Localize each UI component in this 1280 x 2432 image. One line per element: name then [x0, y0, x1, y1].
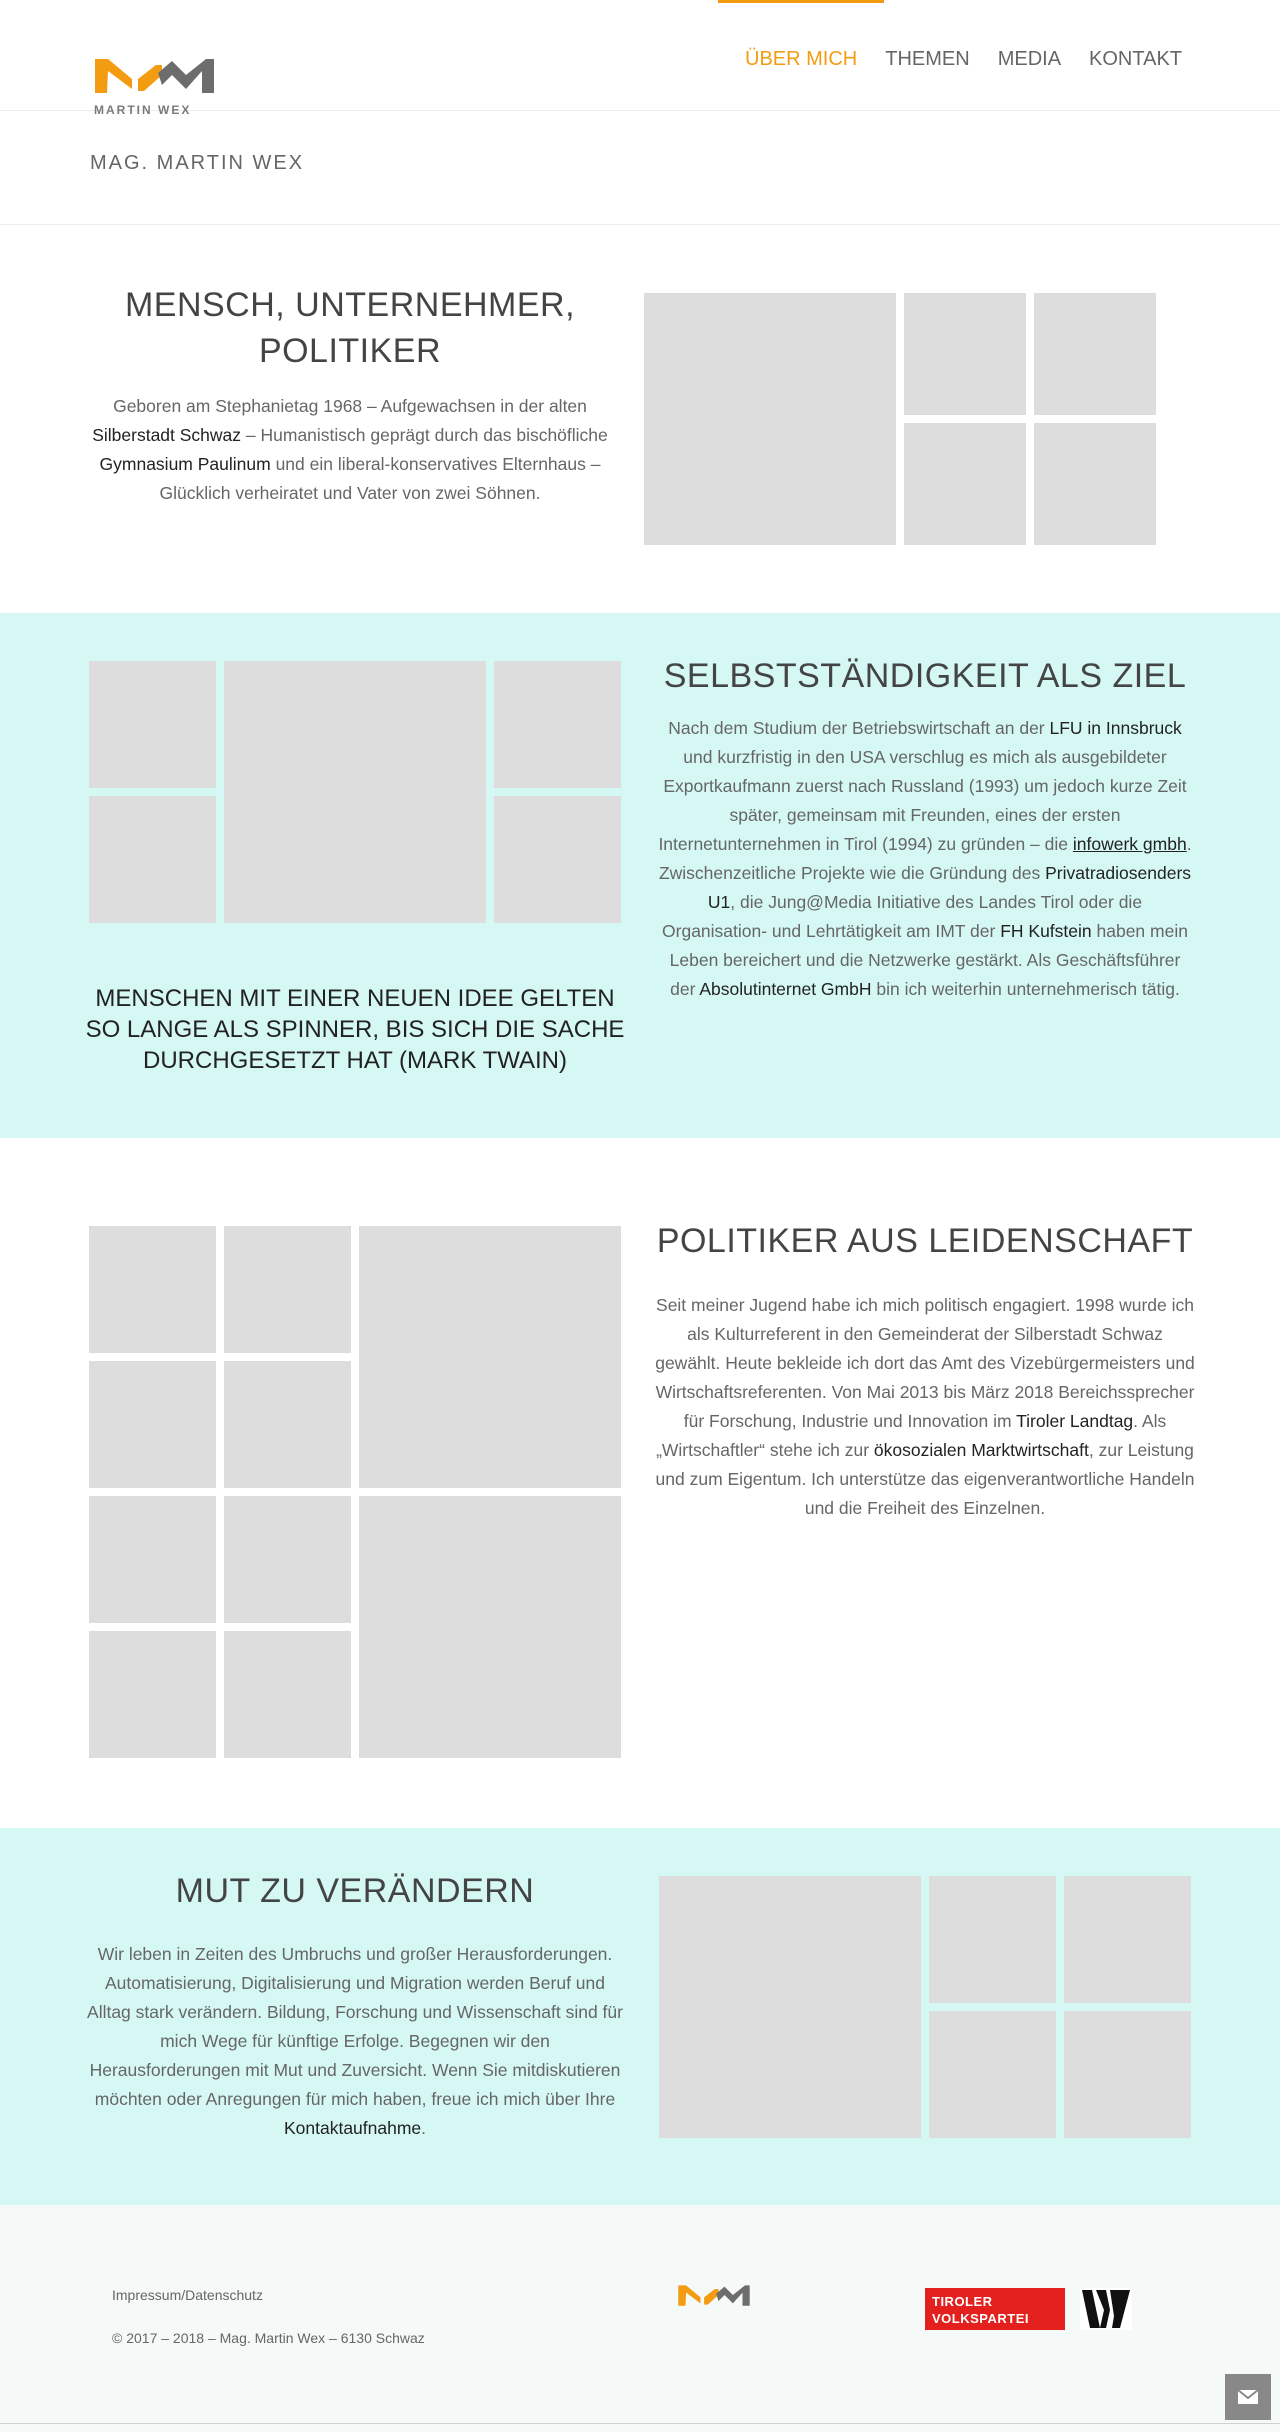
nav-item-themen[interactable]: THEMEN	[885, 48, 970, 70]
contact-mail-button[interactable]	[1225, 2374, 1271, 2420]
impressum-link[interactable]: Impressum/Datenschutz	[112, 2287, 263, 2303]
gallery-image[interactable]	[494, 796, 621, 923]
section-selbststaendigkeit	[0, 613, 1280, 1138]
link-kontaktaufnahme[interactable]: Kontaktaufnahme	[283, 2118, 422, 2138]
copyright-text: © 2017 – 2018 – Mag. Martin Wex – 6130 Schwaz	[112, 2330, 425, 2346]
gallery-image[interactable]	[904, 423, 1026, 545]
site-header	[0, 0, 1280, 117]
link-silberstadt-schwaz[interactable]: Silberstadt Schwaz	[92, 425, 242, 445]
gallery-image[interactable]	[89, 796, 216, 923]
site-logo[interactable]	[92, 55, 217, 117]
nav-item-ueber-mich[interactable]: ÜBER MICH	[731, 0, 871, 111]
section-text: Wir leben in Zeiten des Umbruchs und großer Herausforderungen. Automatisierung, Digitalisierung und Migration werden Beruf und Alltag stark verändern. Bildung, Forschung und Wissenschaft sind für mich Wege für künftige Erfolge. Begegnen wir den Herausforderungen mit Mut und Zuversicht. Wenn Sie mitdiskutieren möchten oder Anregungen für mich haben, freue ich mich über Ihre Kontaktaufnahme.	[87, 1944, 623, 2138]
link-lfu-innsbruck[interactable]: LFU in Innsbruck	[1049, 718, 1182, 738]
w-logo-icon[interactable]	[1080, 2288, 1132, 2330]
gallery-image[interactable]	[659, 1876, 921, 2138]
gallery-image[interactable]	[1034, 423, 1156, 545]
gallery-image[interactable]	[359, 1226, 621, 1488]
gallery-image[interactable]	[359, 1496, 621, 1758]
page-title: MAG. MARTIN WEX	[90, 152, 305, 174]
link-infowerk[interactable]: infowerk gmbh	[1072, 834, 1187, 854]
gallery-image[interactable]	[929, 1876, 1056, 2003]
gallery-image[interactable]	[89, 1361, 216, 1488]
gallery-image[interactable]	[494, 661, 621, 788]
link-absolutinternet[interactable]: Absolutinternet GmbH	[699, 979, 872, 999]
gallery-image[interactable]	[224, 1226, 351, 1353]
gallery-image[interactable]	[224, 1361, 351, 1488]
section-text: Seit meiner Jugend habe ich mich politisch engagiert. 1998 wurde ich als Kulturreferent in den Gemeinderat der Silberstadt Schwaz gewählt. Heute bekleide ich dort das Amt des Vizebürgermeisters und Wirtschaftsreferenten. Von Mai 2013 bis März 2018 Bereichssprecher für Forschung, Industrie und Innovation im Tiroler Landtag. Als „Wirtschaftler“ stehe ich zur ökosozialen Marktwirtschaft, zur Leistung und zum Eigentum. Ich unterstütze das eigenverantwortliche Handeln und die Freiheit des Einzelnen.	[655, 1295, 1195, 1518]
gallery-image[interactable]	[224, 661, 486, 923]
link-gymnasium-paulinum[interactable]: Gymnasium Paulinum	[99, 454, 271, 474]
gallery-image[interactable]	[904, 293, 1026, 415]
logo-text: MARTIN WEX	[94, 103, 192, 117]
envelope-icon	[1225, 2374, 1271, 2420]
section-text: Geboren am Stephanietag 1968 – Aufgewachsen in der alten Silberstadt Schwaz – Humanistisch geprägt durch das bischöfliche Gymnasium Paulinum und ein liberal-konservatives Elternhaus – Glücklich verheiratet und Vater von zwei Söhnen.	[92, 396, 608, 503]
gallery-image[interactable]	[929, 2011, 1056, 2138]
nav-item-media[interactable]: MEDIA	[997, 48, 1062, 70]
section-mensch	[0, 226, 1280, 613]
gallery-image[interactable]	[1064, 2011, 1191, 2138]
gallery-image[interactable]	[644, 293, 896, 545]
link-fh-kufstein[interactable]: FH Kufstein	[1000, 921, 1092, 941]
mw-logo-icon[interactable]	[675, 2283, 753, 2313]
site-footer	[0, 2205, 1280, 2432]
section-heading: SELBSTSTÄNDIGKEIT ALS ZIEL	[663, 657, 1187, 695]
section-text: Nach dem Studium der Betriebswirtschaft an der LFU in Innsbruck und kurzfristig in den USA verschlug es mich als ausgebildeter Exportkaufmann zuerst nach Russland (1993) um jedoch kurze Zeit später, gemeinsam mit Freunden, eines der ersten Internetunternehmen in Tirol (1994) zu gründen – die infowerk gmbh. Zwischenzeitliche Projekte wie die Gründung des Privatradiosenders U1, die Jung@Media Initiative des Landes Tirol oder die Organisation- und Lehrtätigkeit am IMT der FH Kufstein haben mein Leben bereichert und die Netzwerke gestärkt. Als Geschäftsführer der Absolutinternet GmbH bin ich weiterhin unternehmerisch tätig.	[658, 718, 1192, 999]
gallery-image[interactable]	[224, 1496, 351, 1623]
divider	[0, 2423, 1280, 2424]
section-heading: MUT ZU VERÄNDERN	[175, 1872, 535, 1910]
gallery-image[interactable]	[89, 661, 216, 788]
section-politiker	[0, 1138, 1280, 1828]
section-heading: POLITIKER AUS LEIDENSCHAFT	[656, 1222, 1194, 1260]
title-bar	[0, 111, 1280, 225]
section-mut-zu-veraendern	[0, 1828, 1280, 2205]
main-nav	[731, 0, 1196, 111]
link-privatradiosender-u1[interactable]: Privatradiosenders U1	[707, 863, 1192, 912]
quote-mark-twain: MENSCHEN MIT EINER NEUEN IDEE GELTEN SO LANGE ALS SPINNER, BIS SICH DIE SACHE DURCHGESETZT HAT (MARK TWAIN)	[85, 985, 625, 1074]
gallery-image[interactable]	[224, 1631, 351, 1758]
gallery-image[interactable]	[89, 1226, 216, 1353]
section-heading: MENSCH, UNTERNEHMER, POLITIKER	[124, 286, 576, 370]
gallery-image[interactable]	[89, 1631, 216, 1758]
link-tiroler-landtag[interactable]: Tiroler Landtag	[1016, 1411, 1134, 1431]
nav-item-kontakt[interactable]: KONTAKT	[1089, 48, 1182, 70]
gallery-image[interactable]	[1064, 1876, 1191, 2003]
tiroler-volkspartei-logo[interactable]: TIROLER VOLKSPARTEI	[925, 2288, 1065, 2330]
mw-logo-icon	[92, 55, 217, 105]
gallery-image[interactable]	[89, 1496, 216, 1623]
gallery-image[interactable]	[1034, 293, 1156, 415]
link-oekosoziale-marktwirtschaft[interactable]: ökosozialen Marktwirtschaft	[873, 1440, 1089, 1460]
